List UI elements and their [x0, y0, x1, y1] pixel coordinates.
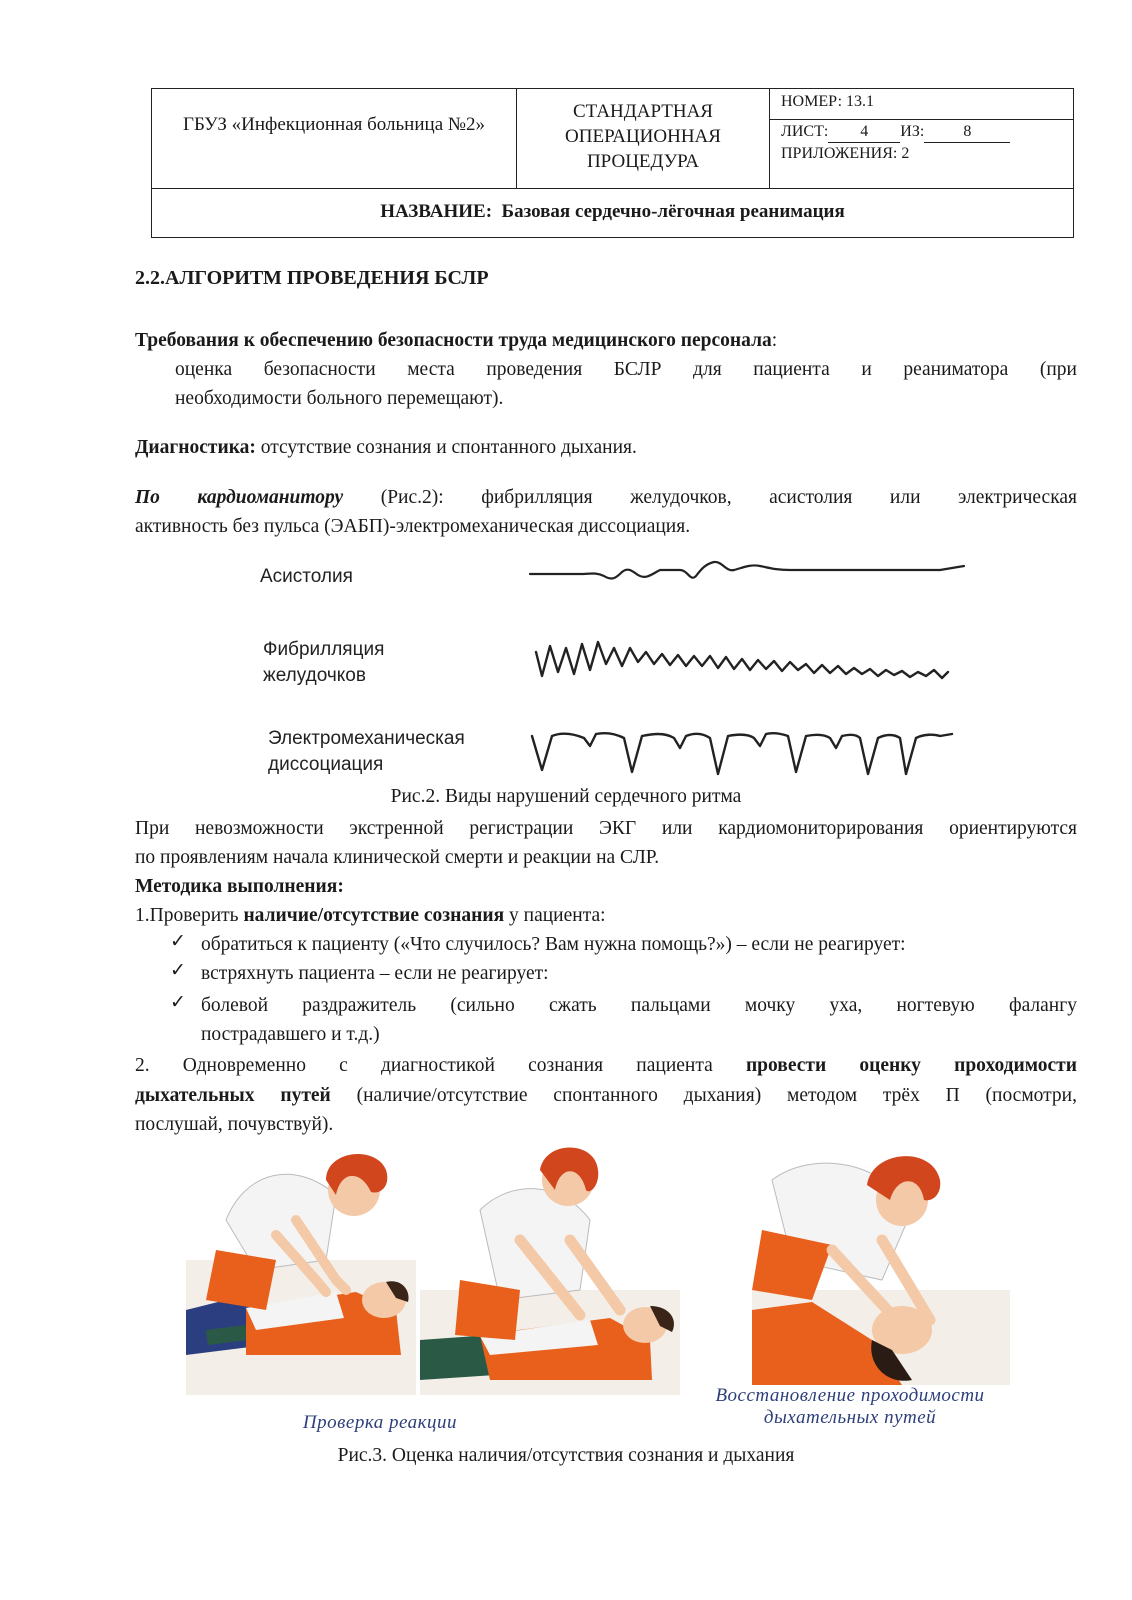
emd-trace: [532, 733, 952, 774]
method-step1: 1.Проверить наличие/отсутствие сознания у пациента:: [135, 905, 606, 926]
doc-number: НОМЕР: 13.1: [781, 93, 875, 110]
monitor-line2: активность без пульса (ЭАБП)-электромеханическая диссоциация.: [135, 516, 691, 537]
sheet-info: ЛИСТ: 4 ИЗ: 8: [781, 122, 1071, 143]
asystole-trace: [530, 562, 964, 579]
illustration-airway-restore: [752, 1140, 1010, 1385]
header-table: [151, 88, 1074, 238]
figure3-caption: Рис.3. Оценка наличия/отсутствия сознания и дыхания: [337, 1445, 795, 1466]
figure3-right-caption: Восстановление проходимости дыхательных путей: [715, 1385, 985, 1428]
monitor-line1: По кардиоманитору (Рис.2): фибрилляция желудочков, асистолия или электрическая: [135, 487, 1077, 508]
vf-label: Фибрилляция желудочков: [263, 639, 385, 686]
safety-heading: Требования к обеспечению безопасности труда медицинского персонала:: [135, 330, 778, 351]
method-bullet: болевой раздражитель (сильно сжать пальцами мочку уха, ногтевую фалангу: [201, 995, 1077, 1016]
header-divider: [152, 188, 1073, 189]
figure3-left-caption: Проверка реакции: [302, 1412, 458, 1433]
doc-name: НАЗВАНИЕ: Базовая сердечно-лёгочная реанимация: [380, 201, 845, 222]
check-mark: ✓: [170, 931, 186, 952]
method-bullet-cont: пострадавшего и т.д.): [201, 1024, 380, 1045]
emd-label: Электромеханическая диссоциация: [268, 728, 465, 775]
method-heading: Методика выполнения:: [135, 876, 344, 897]
appendix-info: ПРИЛОЖЕНИЯ: 2: [781, 145, 910, 162]
method-step2-line1: 2. Одновременно с диагностикой сознания пациента провести оценку проходимости: [135, 1055, 1077, 1076]
section-title: 2.2.АЛГОРИТМ ПРОВЕДЕНИЯ БСЛР: [135, 267, 489, 289]
illustration-check-response: [186, 1140, 416, 1395]
no-ecg-line2: по проявлениям начала клинической смерти и реакции на СЛР.: [135, 847, 660, 868]
no-ecg-line1: При невозможности экстренной регистрации ЭКГ или кардиомониторирования ориентируются: [135, 818, 1077, 839]
figure2-caption: Рис.2. Виды нарушений сердечного ритма: [390, 786, 742, 807]
illustration-airway-check: [420, 1140, 680, 1395]
method-bullet: встряхнуть пациента – если не реагирует:: [201, 963, 549, 984]
method-step2-line3: послушай, почувствуй).: [135, 1114, 334, 1135]
asystole-label: Асистолия: [260, 566, 353, 587]
doc-type: СТАНДАРТНАЯ ОПЕРАЦИОННАЯ ПРОЦЕДУРА: [565, 101, 721, 172]
method-step2-line2: дыхательных путей (наличие/отсутствие спонтанного дыхания) методом трёх П (посмотри,: [135, 1085, 1077, 1106]
check-mark: ✓: [170, 960, 186, 981]
header-divider: [769, 119, 1074, 120]
safety-text-line2: необходимости больного перемещают).: [175, 388, 504, 409]
safety-text-line1: оценка безопасности места проведения БСЛР для пациента и реаниматора (при: [175, 359, 1077, 380]
header-divider: [769, 89, 770, 189]
org-name: ГБУЗ «Инфекционная больница №2»: [182, 114, 486, 135]
rhythm-strips: [520, 548, 980, 788]
check-mark: ✓: [170, 992, 186, 1013]
method-bullet: обратиться к пациенту («Что случилось? Вам нужна помощь?») – если не реагирует:: [201, 934, 906, 955]
diagnostics: Диагностика: отсутствие сознания и спонтанного дыхания.: [135, 437, 637, 458]
vf-trace: [536, 642, 948, 678]
